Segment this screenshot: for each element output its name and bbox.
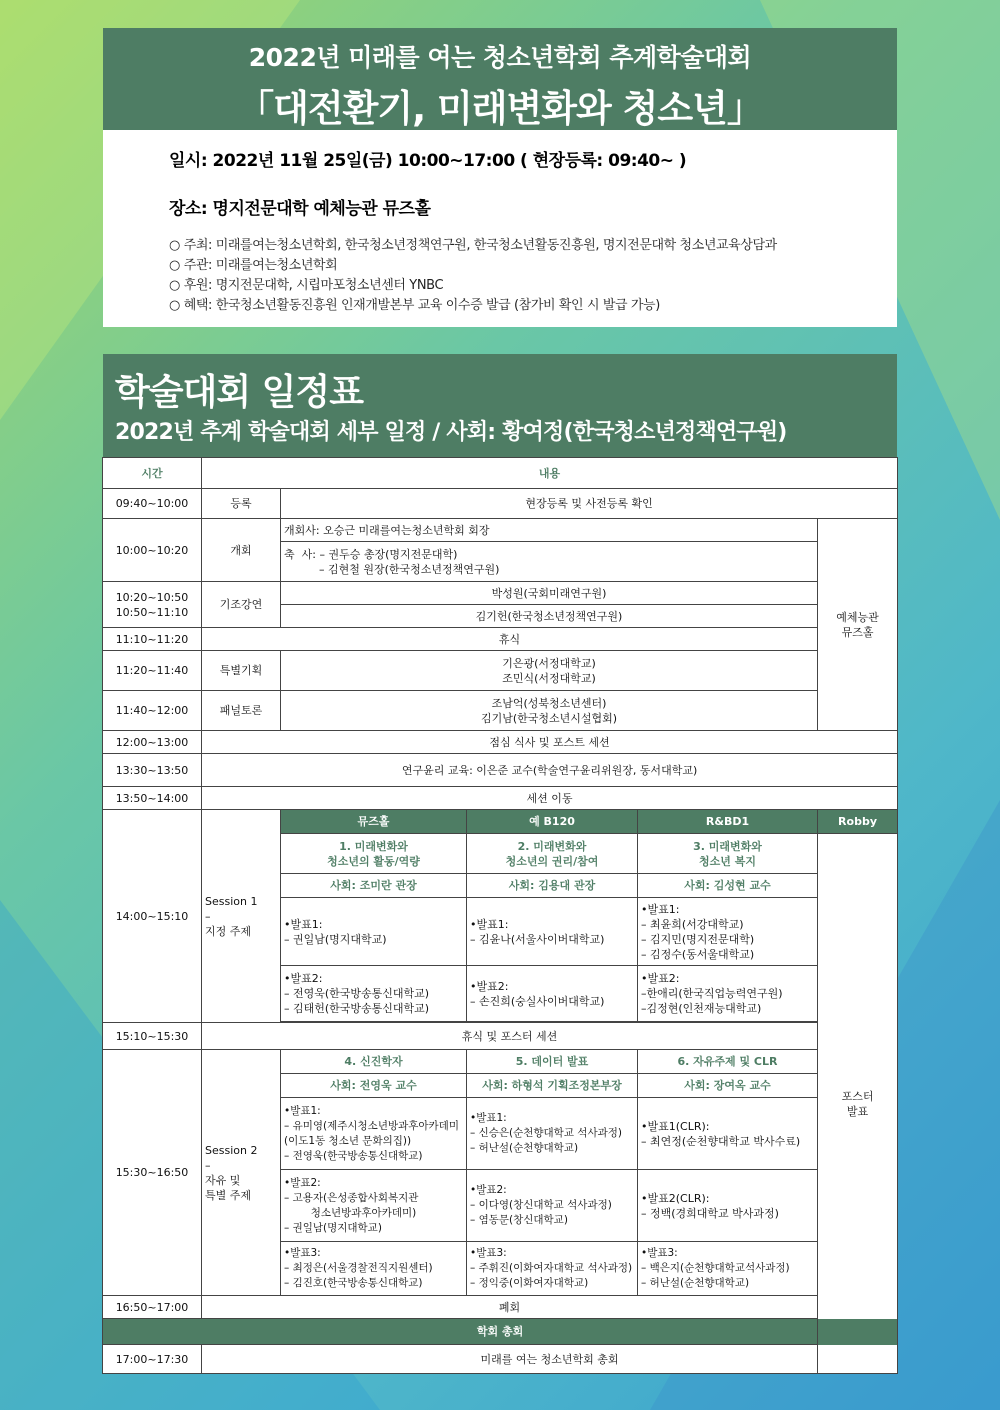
table-row	[103, 787, 898, 810]
presentation-cell: •발표2(CLR): – 정백(경희대학교 박사과정)	[638, 1170, 818, 1242]
chair-cell: 사회: 장여옥 교수	[638, 1074, 818, 1098]
event-info-box	[103, 130, 897, 327]
conference-title: 2022년 미래를 여는 청소년학회 추계학술대회	[248, 43, 752, 72]
sponsor-item: ○ 후원: 명지전문대학, 시립마포청소년센터 YNBC	[169, 276, 777, 296]
table-row	[103, 1023, 898, 1050]
table-row	[103, 731, 898, 754]
topic-cell: 5. 데이터 발표	[467, 1050, 638, 1074]
schedule-title: 학술대회 일정표	[115, 372, 363, 413]
presentation-cell: •발표2: –한애리(한국직업능력연구원) –김정현(인천재능대학교)	[638, 966, 818, 1022]
presentation-cell: •발표1(CLR): – 최연정(순천향대학교 박사수료)	[638, 1098, 818, 1170]
room-header: Robby	[818, 810, 898, 834]
content-cell: 휴식 및 포스터 세션	[202, 1023, 818, 1050]
presentation-cell: •발표3: – 주휘진(이화여자대학교 석사과정) – 정익중(이화여자대학교)	[467, 1242, 638, 1296]
content-cell: 현장등록 및 사전등록 확인	[281, 489, 898, 519]
presentation-cell: •발표2: – 고용자(은성종합사회복지관 청소년방과후아카데미) – 권일남(명지대학교)	[281, 1170, 467, 1242]
time-cell: 15:10~15:30	[103, 1023, 202, 1050]
presentation-cell: •발표1: – 권일남(명지대학교)	[281, 898, 467, 966]
event-details-list	[169, 236, 777, 316]
content-cell: 연구윤리 교육: 이은준 교수(학술연구윤리위원장, 동서대학교)	[202, 754, 898, 787]
session2-topic-row	[103, 1050, 898, 1074]
time-cell: 09:40~10:00	[103, 489, 202, 519]
venue-poster-cell: 포스터 발표	[818, 834, 898, 1374]
schedule-subtitle: 2022년 추계 학술대회 세부 일정 / 사회: 황여정(한국청소년정책연구원)	[115, 420, 787, 445]
room-header: R&BD1	[638, 810, 818, 834]
content-cell: 기은광(서정대학교) 조민식(서정대학교)	[281, 651, 818, 691]
time-cell: 14:00~15:10	[103, 810, 202, 1023]
content-cell: 축 사: – 권두승 총장(명지전문대학) – 김현철 원장(한국청소년정책연구원)	[281, 542, 818, 582]
table-row	[103, 754, 898, 787]
time-cell: 11:20~11:40	[103, 651, 202, 691]
presentation-cell: •발표1: – 김윤나(서울사이버대학교)	[467, 898, 638, 966]
content-cell: 휴식	[202, 628, 818, 651]
room-header: 예 B120	[467, 810, 638, 834]
session1-room-row	[103, 810, 898, 834]
table-row	[103, 519, 898, 542]
venue-main-cell: 예체능관 뮤즈홀	[818, 519, 898, 731]
room-header: 뮤즈홀	[281, 810, 467, 834]
time-cell: 15:30~16:50	[103, 1050, 202, 1296]
presentation-cell: •발표3: – 최정은(서울경찰전직지원센터) – 김진호(한국방송통신대학교)	[281, 1242, 467, 1296]
time-cell: 13:50~14:00	[103, 787, 202, 810]
table-row	[103, 1296, 898, 1319]
col-time-header: 시간	[103, 458, 202, 489]
content-cell: 조남억(성북청소년센터) 김기남(한국청소년시설협회)	[281, 691, 818, 731]
table-row	[103, 489, 898, 519]
benefit-item: ○ 혜택: 한국청소년활동진흥원 인재개발본부 교육 이수증 발급 (참가비 확인 시 발급 가능)	[169, 296, 777, 316]
topic-cell: 2. 미래변화와 청소년의 권리/참여	[467, 834, 638, 874]
time-cell: 13:30~13:50	[103, 754, 202, 787]
label-cell: 등록	[202, 489, 281, 519]
host-item: ○ 주최: 미래를여는청소년학회, 한국청소년정책연구원, 한국청소년활동진흥원, 명지전문대학 청소년교육상담과	[169, 236, 777, 256]
content-cell: 세션 이동	[202, 787, 898, 810]
presentation-cell: •발표1: – 유미영(제주시청소년방과후아카데미 (이도1동 청소년 문화의집)) – 전영욱(한국방송통신대학교)	[281, 1098, 467, 1170]
content-cell: 개회사: 오승근 미래를여는청소년학회 회장	[281, 519, 818, 542]
presentation-cell: •발표2: – 전영욱(한국방송통신대학교) – 김태헌(한국방송통신대학교)	[281, 966, 467, 1022]
time-cell: 12:00~13:00	[103, 731, 202, 754]
schedule-title-band	[103, 354, 897, 457]
conference-title-band	[103, 28, 897, 130]
chair-cell: 사회: 김용대 관장	[467, 874, 638, 898]
chair-cell: 사회: 전영욱 교수	[281, 1074, 467, 1098]
content-cell: 점심 식사 및 포스트 세션	[202, 731, 898, 754]
content-cell: 폐회	[202, 1296, 818, 1319]
table-row	[103, 1345, 898, 1374]
presentation-cell: •발표1: – 신승은(순천향대학교 석사과정) – 허난설(순천향대학교)	[467, 1098, 638, 1170]
conference-theme: 「대전환기, 미래변화와 청소년」	[237, 87, 763, 130]
col-content-header: 내용	[202, 458, 898, 489]
table-row	[103, 691, 898, 731]
general-meeting-header: 학회 총회	[103, 1319, 898, 1345]
content-cell: 미래를 여는 청소년학회 총회	[202, 1345, 898, 1374]
chair-cell: 사회: 하형석 기획조정본부장	[467, 1074, 638, 1098]
table-row	[103, 582, 898, 605]
event-date: 일시: 2022년 11월 25일(금) 10:00~17:00 ( 현장등록: 09:40~ )	[169, 151, 687, 171]
session2-label: Session 2 – 자유 및 특별 주제	[202, 1050, 281, 1296]
table-row	[103, 651, 898, 691]
content-cell: 박성원(국회미래연구원)	[281, 582, 818, 605]
label-cell: 패널토론	[202, 691, 281, 731]
time-cell: 16:50~17:00	[103, 1296, 202, 1319]
schedule-table	[102, 457, 898, 1374]
content-cell: 김기헌(한국청소년정책연구원)	[281, 605, 818, 628]
label-cell: 특별기획	[202, 651, 281, 691]
topic-cell: 3. 미래변화와 청소년 복지	[638, 834, 818, 874]
organizer-item: ○ 주관: 미래를여는청소년학회	[169, 256, 777, 276]
event-place: 장소: 명지전문대학 예체능관 뮤즈홀	[169, 199, 431, 219]
session1-label: Session 1 – 지정 주제	[202, 810, 281, 1023]
time-cell: 17:00~17:30	[103, 1345, 202, 1374]
label-cell: 기조강연	[202, 582, 281, 628]
chair-cell: 사회: 김성현 교수	[638, 874, 818, 898]
chair-cell: 사회: 조미란 관장	[281, 874, 467, 898]
time-cell: 10:20~10:50 10:50~11:10	[103, 582, 202, 628]
table-header-row	[103, 458, 898, 489]
table-row	[103, 628, 898, 651]
time-cell: 10:00~10:20	[103, 519, 202, 582]
time-cell: 11:10~11:20	[103, 628, 202, 651]
presentation-cell: •발표1: – 최윤희(서강대학교) – 김지민(명지전문대학) – 김정수(동서울대학교)	[638, 898, 818, 966]
topic-cell: 4. 신진학자	[281, 1050, 467, 1074]
topic-cell: 1. 미래변화와 청소년의 활동/역량	[281, 834, 467, 874]
presentation-cell: •발표2: – 이다영(창신대학교 석사과정) – 염동문(창신대학교)	[467, 1170, 638, 1242]
label-cell: 개회	[202, 519, 281, 582]
time-cell: 11:40~12:00	[103, 691, 202, 731]
presentation-cell: •발표3: – 백은지(순천향대학교석사과정) – 허난설(순천향대학교)	[638, 1242, 818, 1296]
general-header-row	[103, 1319, 898, 1345]
presentation-cell: •발표2: – 손진희(숭실사이버대학교)	[467, 966, 638, 1022]
topic-cell: 6. 자유주제 및 CLR	[638, 1050, 818, 1074]
